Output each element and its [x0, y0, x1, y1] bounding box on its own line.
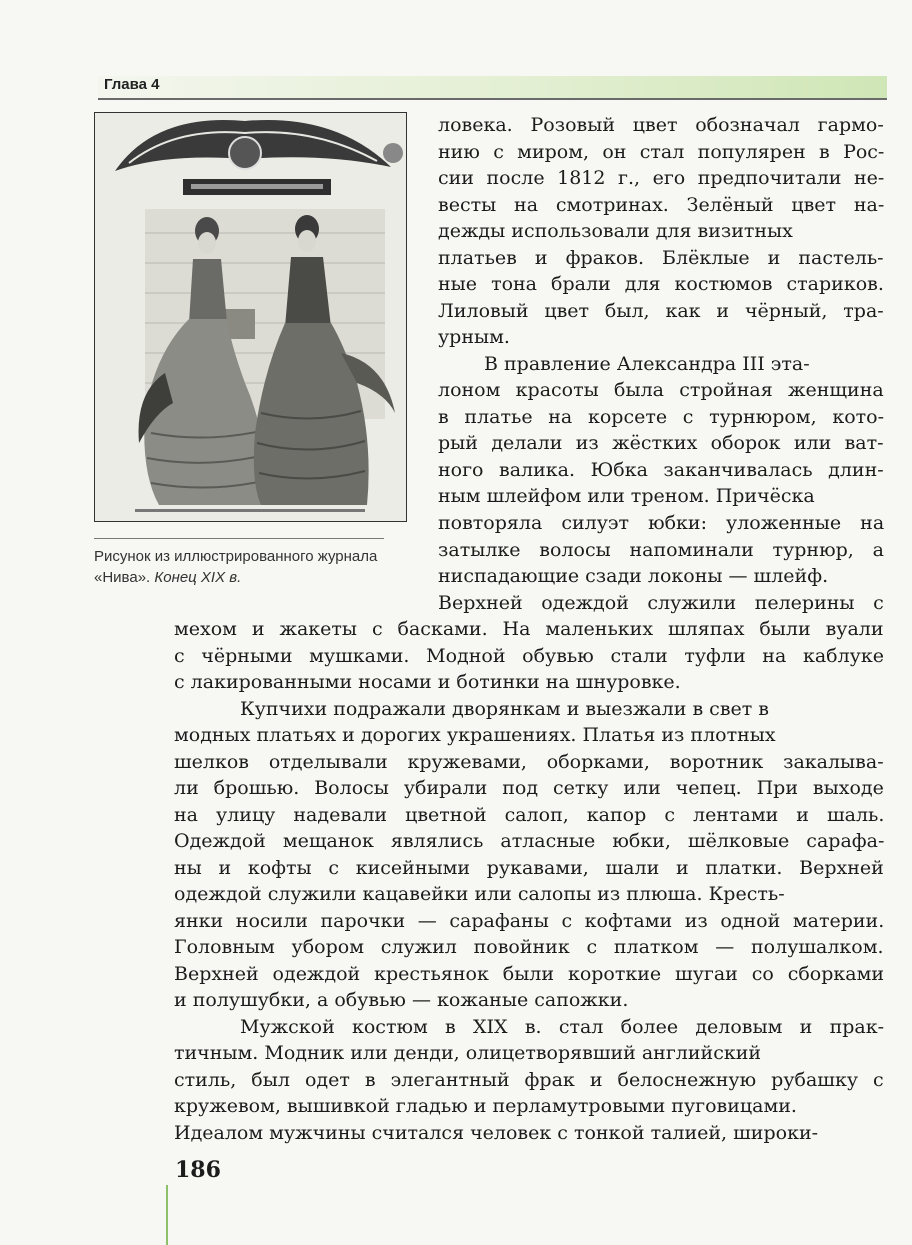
caption-date: Конец XIX в.: [154, 569, 242, 586]
text-line: платьев и фраков. Блёклые и пастель-: [438, 247, 884, 269]
text-line: и полушубки, а обувью — кожаные сапожки.: [174, 989, 629, 1011]
text-line: Лиловый цвет был, как и чёрный, тра-: [438, 300, 884, 322]
text-line: Головным убором служил повойник с платком — полушалком.: [174, 936, 884, 958]
text-line: мехом и жакеты с басками. На маленьких шляпах были вуали: [174, 618, 884, 640]
caption-divider: [94, 538, 384, 539]
caption-text: Рисунок из иллюстрированного журнала «Нива».: [94, 548, 378, 586]
text-line: стиль, был одет в элегантный фрак и белоснежную рубашку с: [174, 1069, 884, 1091]
text-line: урным.: [438, 326, 510, 348]
text-line: Купчихи подражали дворянкам и выезжали в свет в: [240, 698, 770, 720]
text-line: тичным. Модник или денди, олицетворявший английский: [174, 1042, 762, 1064]
text-line: ли брошью. Волосы убирали под сетку или чепец. При выходе: [174, 777, 884, 799]
text-line: В правление Александра III эта-: [484, 353, 810, 375]
page-number: 186: [175, 1157, 221, 1183]
text-line: лоном красоты была стройная женщина: [438, 379, 884, 401]
text-line: ным шлейфом или треном. Причёска: [438, 485, 815, 507]
text-line: ные тона брали для костюмов стариков.: [438, 273, 884, 295]
text-line: Верхней одеждой крестьянок были короткие шугаи со сборками: [174, 963, 885, 985]
text-line: сии после 1812 г., его предпочитали не-: [438, 167, 885, 189]
text-line: ного валика. Юбка заканчивалась длин-: [438, 459, 884, 481]
text-line: Одеждой мещанок являлись атласные юбки, шёлковые сарафа-: [174, 830, 885, 852]
chapter-title: Глава 4: [104, 76, 160, 93]
text-line: дежды использовали для визитных: [438, 220, 793, 242]
text-line: рый делали из жёстких оборок или ват-: [438, 432, 884, 454]
fashion-illustration: [94, 112, 407, 522]
text-line: затылке волосы напоминали турнюр, а: [438, 539, 884, 561]
text-line: на улицу надевали цветной салоп, капор с лентами и шаль.: [174, 804, 885, 826]
text-line: весты на смотринах. Зелёный цвет на-: [438, 194, 885, 216]
illustration-drawing: [95, 113, 406, 521]
text-line: ниспадающие сзади локоны — шлейф.: [438, 565, 829, 587]
figure-caption: [94, 546, 394, 588]
chapter-header-bar: [98, 76, 887, 100]
text-line: Верхней одеждой служили пелерины с: [438, 592, 884, 614]
text-line: шелков отделывали кружевами, оборками, воротник закалыва-: [174, 751, 884, 773]
text-line: ловека. Розовый цвет обозначал гармо-: [438, 114, 884, 136]
text-line: с чёрными мушками. Модной обувью стали туфли на каблуке: [174, 645, 884, 667]
text-line: янки носили парочки — сарафаны с кофтами из одной материи.: [174, 910, 885, 932]
text-line: кружевом, вышивкой гладью и перламутровыми пуговицами.: [174, 1095, 797, 1117]
text-line: одеждой служили кацавейки или салопы из плюша. Кресть-: [174, 883, 785, 905]
margin-accent-line: [166, 1185, 168, 1245]
text-line: с лакированными носами и ботинки на шнуровке.: [174, 671, 681, 693]
text-line: Идеалом мужчины считался человек с тонкой талией, широки-: [174, 1122, 819, 1144]
text-line: нию с миром, он стал популярен в Рос-: [438, 141, 885, 163]
text-line: повторяла силуэт юбки: уложенные на: [438, 512, 885, 534]
text-line: Мужской костюм в XIX в. стал более деловым и прак-: [240, 1016, 885, 1038]
text-line: модных платьях и дорогих украшениях. Платья из плотных: [174, 724, 776, 746]
text-line: ны и кофты с кисейными рукавами, шали и платки. Верхней: [174, 857, 884, 879]
text-line: в платье на корсете с турнюром, кото-: [438, 406, 885, 428]
